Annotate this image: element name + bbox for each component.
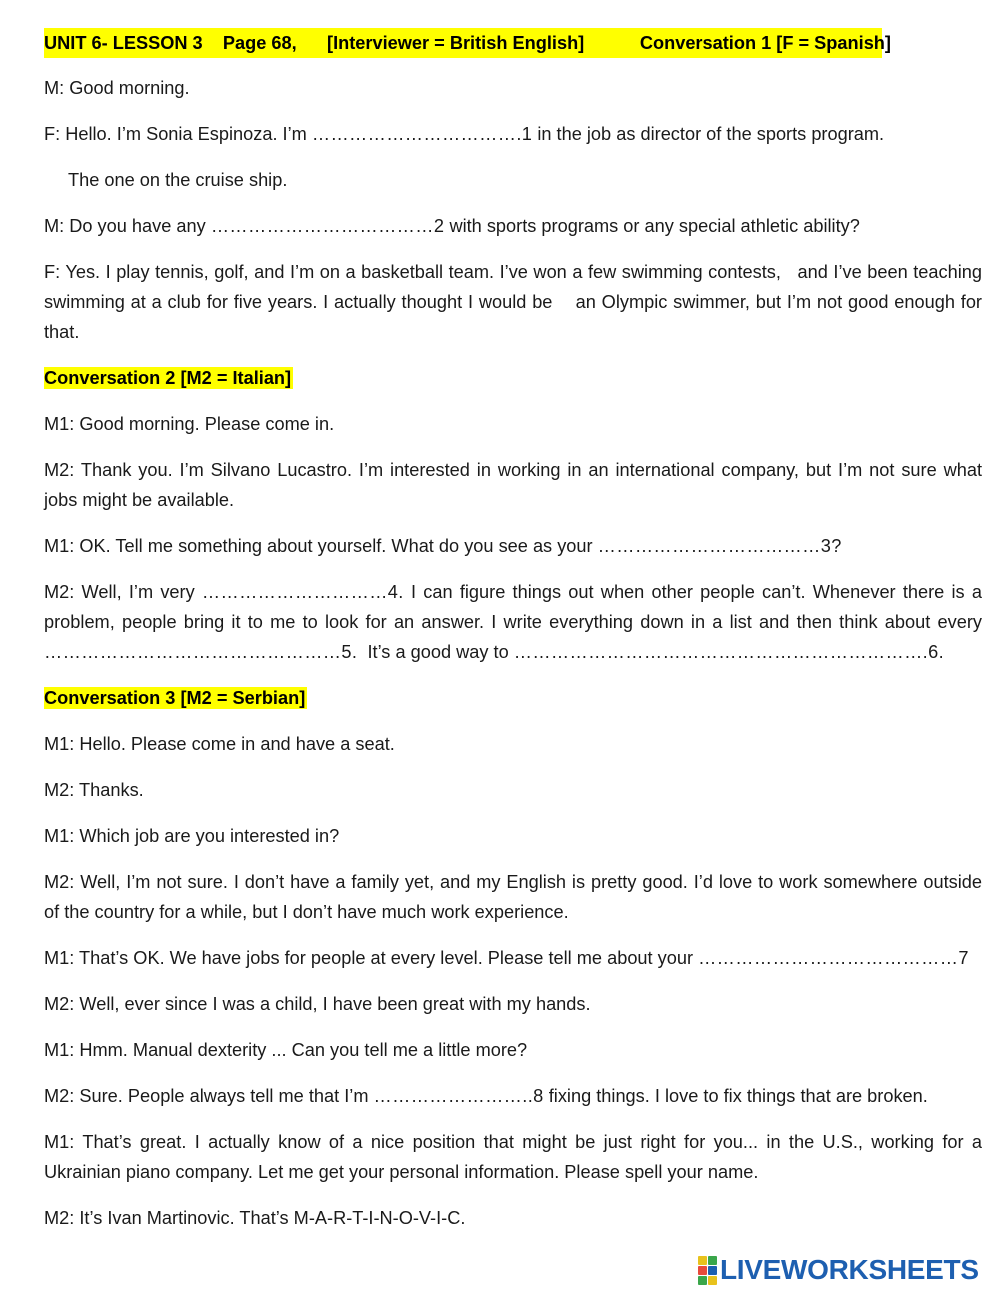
blank-1[interactable]: …………………………….1	[311, 124, 533, 144]
blank-6[interactable]: ………………………………………………………….6.	[513, 642, 945, 662]
header-unit: UNIT 6- LESSON 3	[44, 33, 203, 53]
liveworksheets-logo[interactable]	[698, 1254, 979, 1286]
lesson-header	[44, 28, 982, 58]
blank-2[interactable]: ………………………………2	[210, 216, 445, 236]
conv1-line-2: F: Hello. I’m Sonia Espinoza. I’m …………………………….1 in the job as director of the sports program.	[44, 124, 885, 144]
logo-text: LIVEWORKSHEETS	[720, 1254, 979, 1285]
conv2-line-2: M2: Thank you. I’m Silvano Lucastro. I’m interested in working in an international company, but I’m not sure what jobs might be available.	[44, 460, 982, 510]
conv2-line-1: M1: Good morning. Please come in.	[44, 414, 335, 434]
conv1-line-4: M: Do you have any ………………………………2 with sports programs or any special athletic ability?	[44, 216, 860, 236]
conv1-line-5: F: Yes. I play tennis, golf, and I’m on a basketball team. I’ve won a few swimming contests, and I’ve been teaching swimming at a club for five years. I actually thought I would be an Olympic swimmer, but I’m not good enough for that.	[44, 262, 988, 342]
conv1-line-1: M: Good morning.	[44, 78, 190, 98]
conv3-line-2: M2: Thanks.	[44, 780, 144, 800]
blank-7[interactable]: ……………………………………7	[698, 948, 969, 968]
header-highlight	[44, 28, 891, 58]
conv3-line-5: M1: That’s OK. We have jobs for people at every level. Please tell me about your ……………………………………7	[44, 948, 969, 968]
blank-8[interactable]: ……………………..8	[373, 1086, 544, 1106]
conv3-line-1: M1: Hello. Please come in and have a seat.	[44, 734, 395, 754]
conv3-line-6: M2: Well, ever since I was a child, I have been great with my hands.	[44, 994, 591, 1014]
blank-3[interactable]: ………………………………3?	[597, 536, 842, 556]
blank-5[interactable]: …………………………………………5.	[44, 642, 358, 662]
conv3-line-8: M2: Sure. People always tell me that I’m ……………………..8 fixing things. I love to fix things that are broken.	[44, 1086, 928, 1106]
conv3-line-4: M2: Well, I’m not sure. I don’t have a family yet, and my English is pretty good. I’d love to work somewhere outside of the country for a while, but I don’t have much work experience.	[44, 872, 982, 922]
conv2-title: Conversation 2 [M2 = Italian]	[44, 368, 292, 388]
conv3-line-10: M2: It’s Ivan Martinovic. That’s M-A-R-T-I-N-O-V-I-C.	[44, 1208, 466, 1228]
header-conversation-1: Conversation 1 [F = Spanish]	[639, 33, 891, 53]
header-interviewer: [Interviewer = British English]	[327, 33, 585, 53]
conv3-title: Conversation 3 [M2 = Serbian]	[44, 688, 306, 708]
conv2-line-4: M2: Well, I’m very …………………………4. I can figure things out when other people can’t. Whenever there is a problem, people bring it to me to look for an answer. I write everything down in a list and then think about every …………………………………………5. It’s a good way to ………………………………………………………….6.	[44, 582, 982, 662]
header-page: Page 68,	[222, 33, 297, 53]
logo-mark-icon	[698, 1256, 717, 1285]
conv2-line-3: M1: OK. Tell me something about yourself. What do you see as your ………………………………3?	[44, 536, 842, 556]
conv3-line-9: M1: That’s great. I actually know of a nice position that might be just right for you... in the U.S., working for a Ukrainian piano company. Let me get your personal information. Please spell your name.	[44, 1132, 982, 1182]
conv3-line-3: M1: Which job are you interested in?	[44, 826, 340, 846]
conv3-line-7: M1: Hmm. Manual dexterity ... Can you tell me a little more?	[44, 1040, 528, 1060]
conv1-line-3: The one on the cruise ship.	[68, 170, 288, 190]
blank-4[interactable]: …………………………4.	[201, 582, 404, 602]
